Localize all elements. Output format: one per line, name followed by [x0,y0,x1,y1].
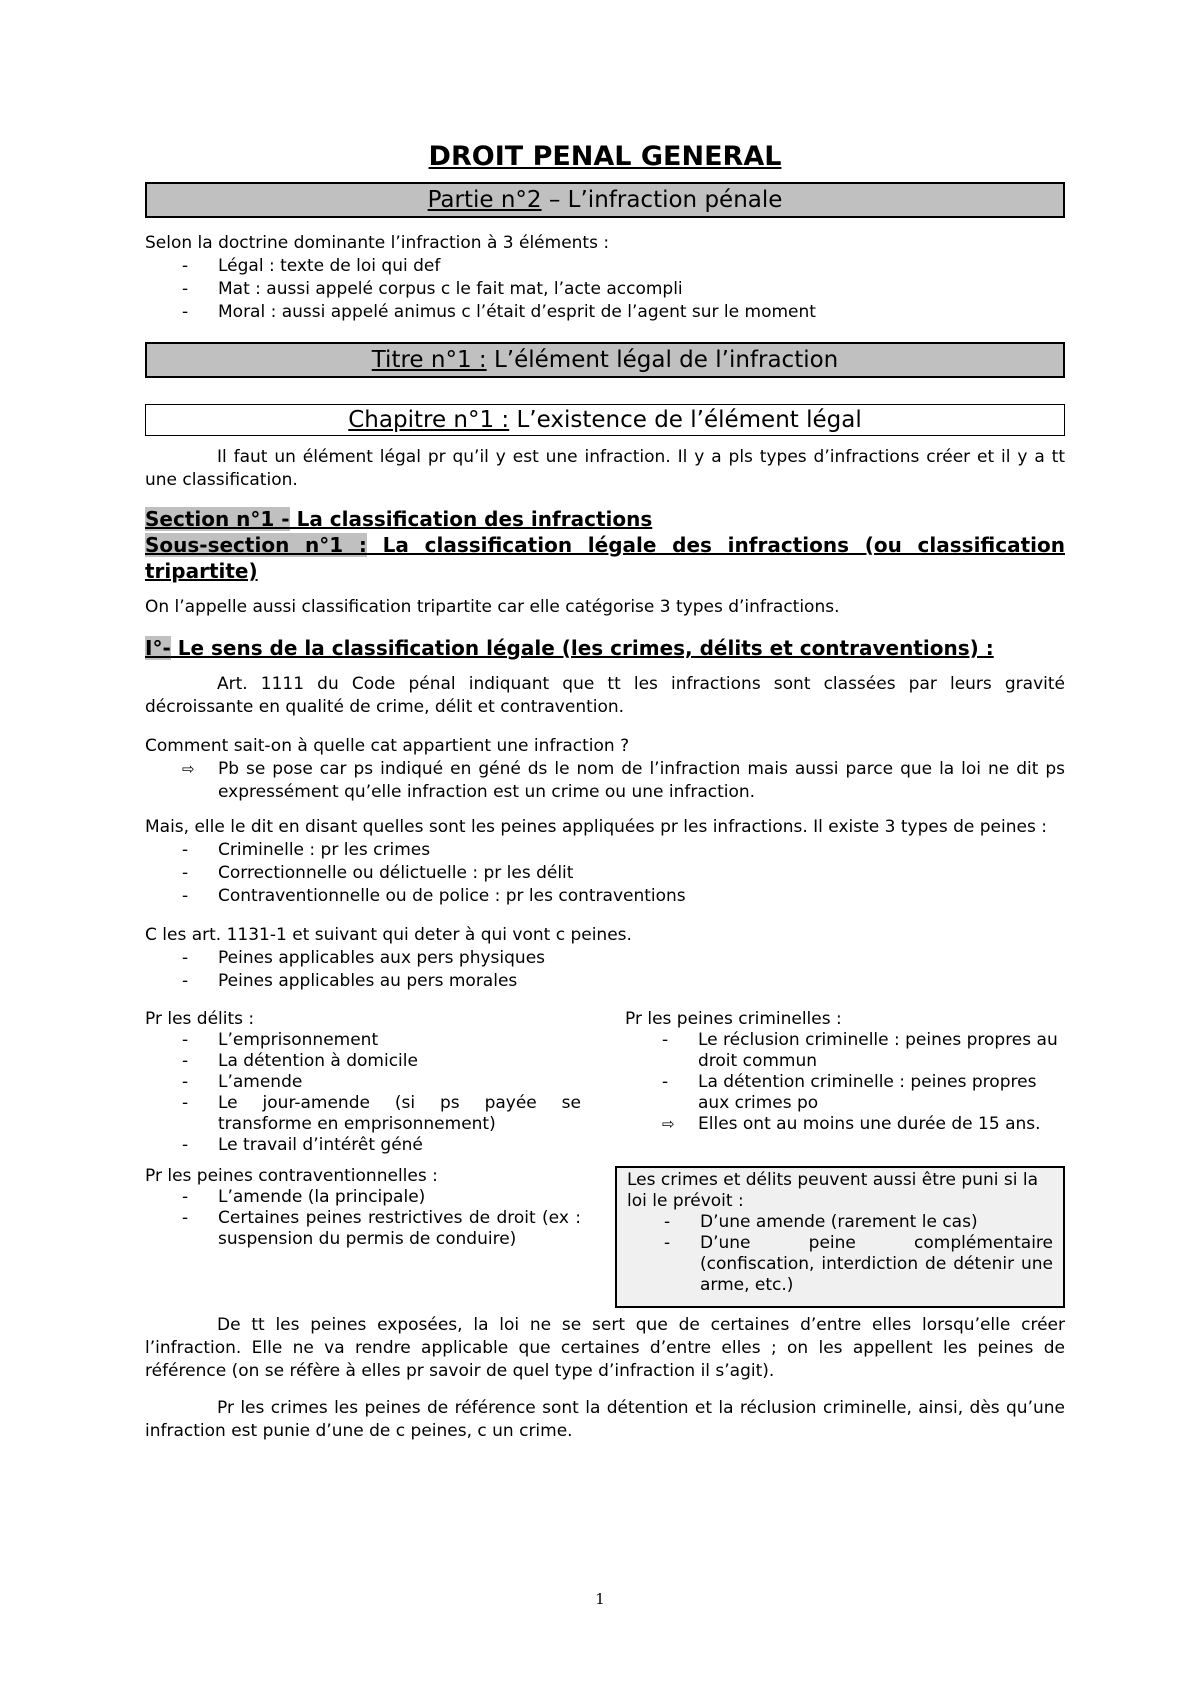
intro-list [145,255,1065,324]
list-item [662,1114,1065,1135]
partie-label: Partie n°2 [427,187,542,213]
titre-label: Titre n°1 : [371,347,487,373]
list-item: - L’emprisonnement [218,1030,581,1051]
partie-heading [145,182,1065,218]
right-arrow-icon: ⇨ [182,760,195,778]
list-item: - Correctionnelle ou délictuelle : pr les délit [218,862,1065,885]
list-item: - Le jour-amende (si ps payée se transforme en emprisonnement) [218,1093,581,1135]
roman-heading [145,635,1065,661]
chapitre-text: L’existence de l’élément légal [509,407,862,433]
art-paragraph: Art. 1111 du Code pénal indiquant que tt les infractions sont classées par leurs gravité décroissante en qualité de crime, délit et contravention. [145,674,1065,717]
contraventionnelles-lead: Pr les peines contraventionnelles : [145,1166,438,1186]
applicables-list [145,947,1065,993]
question-answer-list [145,758,1065,804]
two-column-block-2 [145,1166,1065,1308]
chapitre-label: Chapitre n°1 : [348,407,510,433]
right-arrow-icon: ⇨ [662,1115,675,1133]
criminelles-list [625,1030,1065,1114]
info-box [615,1166,1065,1308]
document-page [145,140,1065,1443]
art-1131-text: C les art. 1131-1 et suivant qui deter à qui vont c peines. [145,925,632,945]
list-item: - Mat : aussi appelé corpus c le fait mat, l’acte accompli [218,278,1065,301]
arrow-text: Elles ont au moins une durée de 15 ans. [698,1114,1041,1134]
roman-text: Le sens de la classification légale (les crimes, délits et contraventions) : [170,636,994,660]
peines-types-list [145,839,1065,908]
crimes-paragraph: Pr les crimes les peines de référence sont la détention et la réclusion criminelle, ainsi, dès qu’une infraction est punie d’une de c peines, c un crime. [145,1398,1065,1441]
info-box-list [627,1212,1053,1296]
list-item: - L’amende (la principale) [218,1187,581,1208]
list-item: - La détention criminelle : peines propres aux crimes po [698,1072,1065,1114]
chapitre-heading [145,404,1065,436]
delits-column [145,1009,581,1156]
contraventionnelles-list [145,1187,581,1250]
criminelles-column [625,1009,1065,1156]
list-item: - Moral : aussi appelé animus c l’était d’esprit de l’agent sur le moment [218,301,1065,324]
criminelles-arrow-list [625,1114,1065,1135]
reference-paragraph: De tt les peines exposées, la loi ne se sert que de certaines d’entre elles lorsqu’elle créer l’infraction. Elle ne va rendre applicable que certaines d’entre elles ; on les appellent les peines de référence (on se réfère à elles pr savoir de quel type d’infraction il s’agit). [145,1315,1065,1381]
subsection-intro: On l’appelle aussi classification tripartite car elle catégorise 3 types d’infractions. [145,597,840,617]
criminelles-lead: Pr les peines criminelles : [625,1009,842,1029]
info-box-lead: Les crimes et délits peuvent aussi être puni si la loi le prévoit : [627,1170,1038,1211]
answer-text: Pb se pose car ps indiqué en géné ds le nom de l’infraction mais aussi parce que la loi ne dit ps expressément qu’elle infraction est un crime ou une infraction. [218,759,1065,802]
list-item: - Contraventionnelle ou de police : pr les contraventions [218,885,1065,908]
page-number: 1 [595,1590,605,1608]
delits-list [145,1030,581,1156]
delits-lead: Pr les délits : [145,1009,255,1029]
list-item: - Le réclusion criminelle : peines propres au droit commun [698,1030,1065,1072]
subsection-heading [145,532,1065,584]
subsection-label: Sous-section n°1 : [145,533,367,557]
intro-lead: Selon la doctrine dominante l’infraction à 3 éléments : [145,233,610,253]
list-item: - Certaines peines restrictives de droit (ex : suspension du permis de conduire) [218,1208,581,1250]
list-item: - L’amende [218,1072,581,1093]
two-column-block [145,1009,1065,1156]
list-item: - Le travail d’intérêt géné [218,1135,581,1156]
chapitre-intro: Il faut un élément légal pr qu’il y est une infraction. Il y a pls types d’infractions créer et il y a tt une classification. [145,447,1065,490]
titre-text: L’élément légal de l’infraction [486,347,839,373]
titre-heading [145,342,1065,378]
section-text: La classification des infractions [289,507,653,531]
list-item [182,758,1065,804]
list-item: - La détention à domicile [218,1051,581,1072]
mais-paragraph: Mais, elle le dit en disant quelles sont les peines appliquées pr les infractions. Il existe 3 types de peines : [145,817,1047,837]
contraventionnelles-column [145,1166,581,1308]
section-heading [145,506,1065,532]
list-item: - Peines applicables au pers morales [218,970,1065,993]
roman-label: I°- [145,636,171,660]
list-item: - D’une peine complémentaire (confiscation, interdiction de détenir une arme, etc.) [700,1233,1053,1296]
section-label: Section n°1 - [145,507,290,531]
partie-text: – L’infraction pénale [541,187,783,213]
document-title: DROIT PENAL GENERAL [428,141,782,172]
subsection-text: La classification légale des infractions (ou classification tripartite) [145,533,1065,583]
list-item: - Légal : texte de loi qui def [218,255,1065,278]
list-item: - D’une amende (rarement le cas) [700,1212,1053,1233]
list-item: - Peines applicables aux pers physiques [218,947,1065,970]
list-item: - Criminelle : pr les crimes [218,839,1065,862]
question-text: Comment sait-on à quelle cat appartient une infraction ? [145,736,630,756]
info-box-column [625,1166,1065,1308]
